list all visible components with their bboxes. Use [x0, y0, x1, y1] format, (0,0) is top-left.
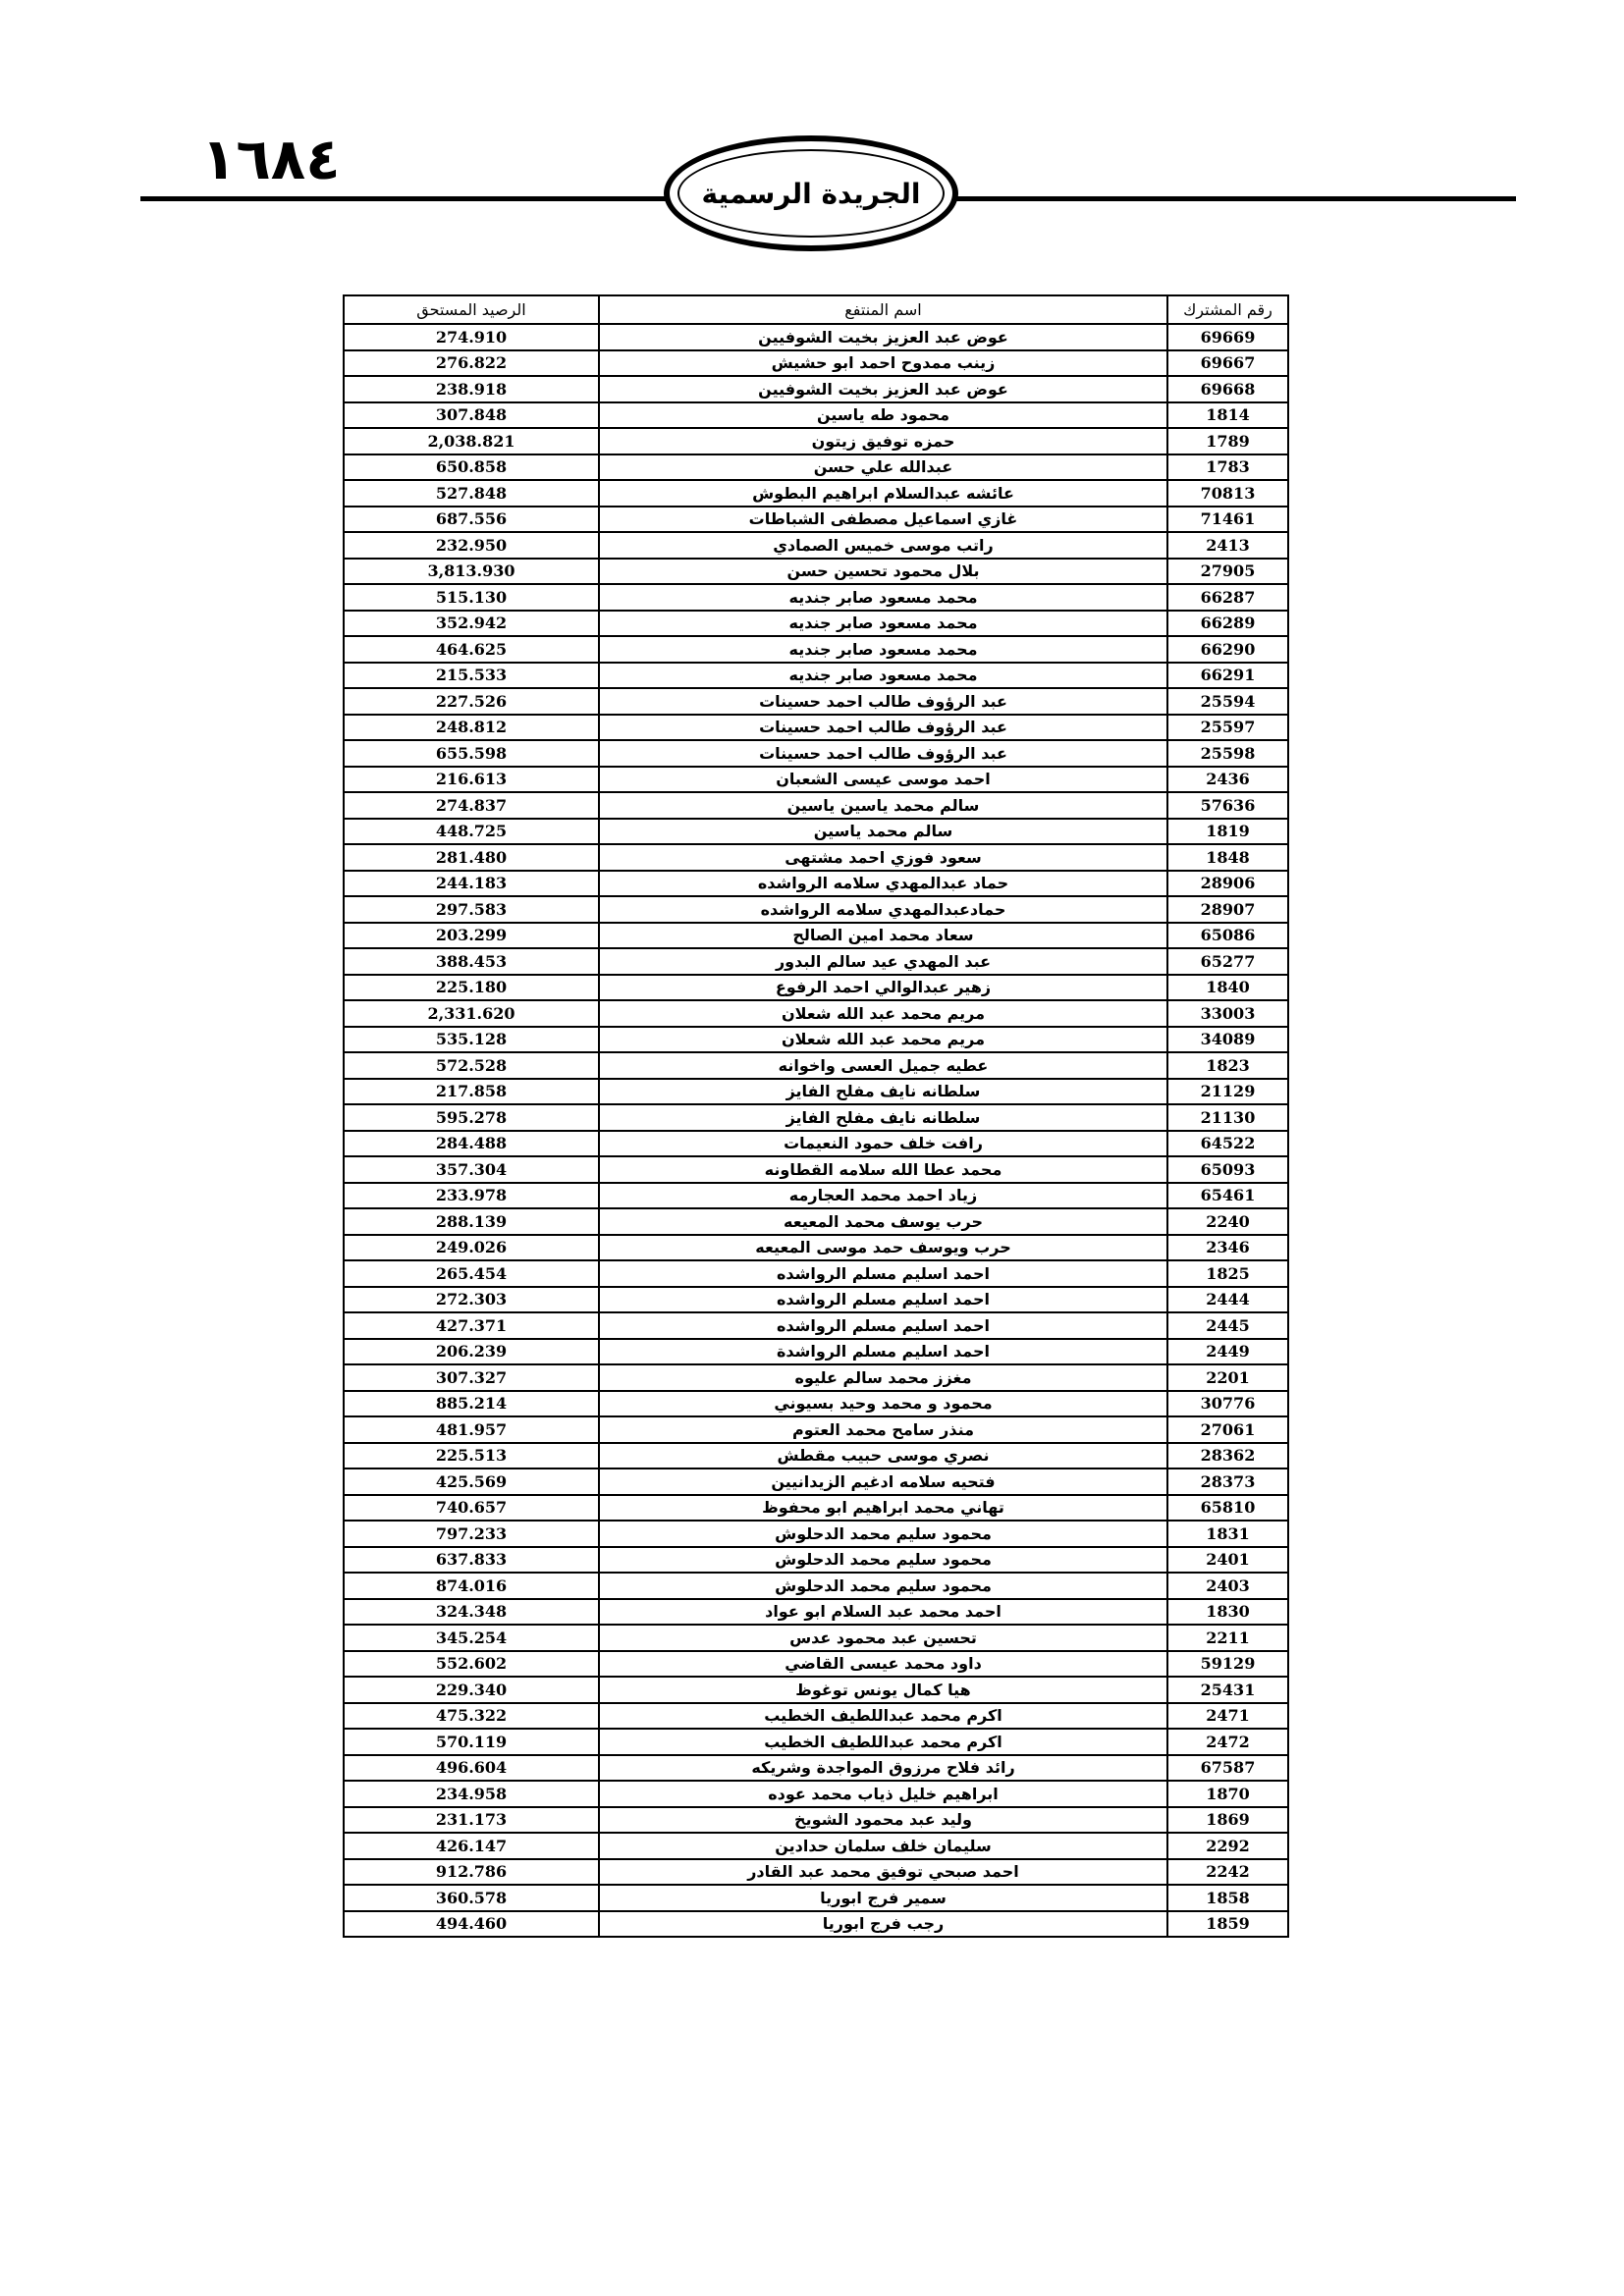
balance-due-cell: 274.837 — [344, 792, 599, 819]
beneficiary-name-cell: احمد موسى عيسى الشعبان — [599, 767, 1167, 793]
table-row — [344, 1287, 1288, 1313]
table-row — [344, 507, 1288, 533]
subscriber-number-cell: 2471 — [1167, 1703, 1288, 1730]
header-title: الجريدة الرسمية — [701, 177, 921, 210]
subscriber-number-cell: 65461 — [1167, 1183, 1288, 1209]
subscriber-number-cell: 2346 — [1167, 1235, 1288, 1261]
table-row — [344, 1416, 1288, 1443]
subscriber-number-cell: 1858 — [1167, 1885, 1288, 1911]
table-row — [344, 1000, 1288, 1027]
table-row — [344, 844, 1288, 871]
subscriber-number-cell: 1819 — [1167, 819, 1288, 845]
balance-due-cell: 244.183 — [344, 871, 599, 897]
beneficiary-name-cell: عطيه جميل العسى واخوانه — [599, 1052, 1167, 1079]
table-row — [344, 402, 1288, 429]
subscriber-number-cell: 59129 — [1167, 1651, 1288, 1678]
subscriber-number-cell: 28906 — [1167, 871, 1288, 897]
balance-due-cell: 496.604 — [344, 1755, 599, 1782]
table-row — [344, 611, 1288, 637]
table-row — [344, 1651, 1288, 1678]
table-row — [344, 819, 1288, 845]
balance-due-cell: 885.214 — [344, 1391, 599, 1417]
balance-due-cell: 225.180 — [344, 975, 599, 1001]
balance-due-cell: 281.480 — [344, 844, 599, 871]
subscriber-number-cell: 66289 — [1167, 611, 1288, 637]
subscriber-number-cell: 66291 — [1167, 663, 1288, 689]
balance-due-cell: 650.858 — [344, 454, 599, 481]
table-row — [344, 767, 1288, 793]
balance-due-cell: 265.454 — [344, 1260, 599, 1287]
subscriber-number-cell: 1870 — [1167, 1781, 1288, 1807]
balance-due-cell: 797.233 — [344, 1521, 599, 1547]
beneficiary-name-cell: سلطانه نايف مفلح الفايز — [599, 1079, 1167, 1105]
balance-due-cell: 515.130 — [344, 584, 599, 611]
beneficiary-name-cell: ابراهيم خليل ذياب محمد عوده — [599, 1781, 1167, 1807]
subscriber-number-cell: 1789 — [1167, 428, 1288, 454]
subscriber-number-cell: 65277 — [1167, 948, 1288, 975]
balance-due-cell: 352.942 — [344, 611, 599, 637]
beneficiary-name-cell: مغزز محمد سالم عليوه — [599, 1364, 1167, 1391]
balance-due-cell: 345.254 — [344, 1625, 599, 1651]
table-header-row — [344, 295, 1288, 324]
subscriber-number-cell: 28362 — [1167, 1443, 1288, 1469]
beneficiary-name-cell: سالم محمد ياسين — [599, 819, 1167, 845]
table-row — [344, 1131, 1288, 1157]
subscriber-number-cell: 1814 — [1167, 402, 1288, 429]
balance-due-cell: 595.278 — [344, 1104, 599, 1131]
balance-due-cell: 874.016 — [344, 1573, 599, 1599]
table-row — [344, 1156, 1288, 1183]
balance-due-cell: 307.327 — [344, 1364, 599, 1391]
subscriber-number-cell: 25597 — [1167, 715, 1288, 741]
table-row — [344, 975, 1288, 1001]
beneficiary-name-cell: سعود فوزي احمد مشتهى — [599, 844, 1167, 871]
balance-due-cell: 288.139 — [344, 1208, 599, 1235]
subscriber-number-cell: 1869 — [1167, 1807, 1288, 1834]
beneficiary-name-cell: محمد مسعود صابر جنديه — [599, 584, 1167, 611]
beneficiary-name-cell: محمود سليم محمد الدحلوش — [599, 1547, 1167, 1574]
subscriber-number-cell: 2436 — [1167, 767, 1288, 793]
beneficiary-name-cell: احمد اسليم مسلم الرواشده — [599, 1312, 1167, 1339]
beneficiary-name-cell: حرب ويوسف حمد موسى المعيعه — [599, 1235, 1167, 1261]
balance-due-cell: 912.786 — [344, 1859, 599, 1886]
balance-due-cell: 687.556 — [344, 507, 599, 533]
table-row — [344, 350, 1288, 377]
beneficiary-name-cell: غازي اسماعيل مصطفى الشباطات — [599, 507, 1167, 533]
beneficiary-name-cell: زياد احمد محمد العجارمه — [599, 1183, 1167, 1209]
table-row — [344, 1104, 1288, 1131]
balance-due-cell: 3,813.930 — [344, 559, 599, 585]
balance-due-cell: 570.119 — [344, 1729, 599, 1755]
balance-due-cell: 426.147 — [344, 1833, 599, 1859]
beneficiary-name-cell: عوض عبد العزيز بخيت الشوفيين — [599, 376, 1167, 402]
table-row — [344, 454, 1288, 481]
balance-due-cell: 217.858 — [344, 1079, 599, 1105]
beneficiary-name-cell: احمد اسليم مسلم الرواشده — [599, 1287, 1167, 1313]
beneficiary-name-cell: نصري موسى حبيب مقطش — [599, 1443, 1167, 1469]
subscriber-number-cell: 65086 — [1167, 923, 1288, 949]
table-row — [344, 324, 1288, 350]
subscriber-number-cell: 2240 — [1167, 1208, 1288, 1235]
page-number: ١٦٨٤ — [201, 126, 341, 192]
balance-due-cell: 229.340 — [344, 1677, 599, 1703]
balance-due-cell: 233.978 — [344, 1183, 599, 1209]
table-header — [344, 295, 1288, 324]
beneficiary-name-cell: محمود و محمد وحيد بسيوني — [599, 1391, 1167, 1417]
balance-due-cell: 227.526 — [344, 688, 599, 715]
balance-due-cell: 234.958 — [344, 1781, 599, 1807]
balance-due-cell: 238.918 — [344, 376, 599, 402]
subscriber-number-cell: 57636 — [1167, 792, 1288, 819]
beneficiary-name-cell: محمد مسعود صابر جنديه — [599, 611, 1167, 637]
subscriber-number-cell: 70813 — [1167, 480, 1288, 507]
beneficiary-name-cell: عبد الرؤوف طالب احمد حسينات — [599, 715, 1167, 741]
balance-due-cell: 324.348 — [344, 1599, 599, 1626]
balance-due-cell: 231.173 — [344, 1807, 599, 1834]
subscriber-number-cell: 65810 — [1167, 1495, 1288, 1522]
table-row — [344, 480, 1288, 507]
beneficiary-name-cell: احمد محمد عبد السلام ابو عواد — [599, 1599, 1167, 1626]
balance-due-cell: 225.513 — [344, 1443, 599, 1469]
table-row — [344, 715, 1288, 741]
beneficiary-name-cell: احمد اسليم مسلم الرواشدة — [599, 1339, 1167, 1365]
table-row — [344, 428, 1288, 454]
subscriber-number-cell: 1831 — [1167, 1521, 1288, 1547]
subscriber-number-cell: 2449 — [1167, 1339, 1288, 1365]
table-row — [344, 376, 1288, 402]
balance-due-cell: 248.812 — [344, 715, 599, 741]
balance-due-cell: 475.322 — [344, 1703, 599, 1730]
beneficiary-name-cell: حمزه توفيق زيتون — [599, 428, 1167, 454]
table-row — [344, 1391, 1288, 1417]
balance-due-cell: 572.528 — [344, 1052, 599, 1079]
balance-due-cell: 740.657 — [344, 1495, 599, 1522]
table-row — [344, 532, 1288, 559]
beneficiary-name-cell: حرب يوسف محمد المعيعه — [599, 1208, 1167, 1235]
beneficiary-name-cell: محمد عطا الله سلامه القطاونه — [599, 1156, 1167, 1183]
subscriber-number-cell: 67587 — [1167, 1755, 1288, 1782]
table-row — [344, 1312, 1288, 1339]
beneficiary-name-cell: مريم محمد عبد الله شعلان — [599, 1000, 1167, 1027]
table-row — [344, 1364, 1288, 1391]
table-row — [344, 1027, 1288, 1053]
subscriber-number-cell: 28907 — [1167, 896, 1288, 923]
beneficiary-name-cell: سالم محمد ياسين ياسين — [599, 792, 1167, 819]
balance-due-cell: 249.026 — [344, 1235, 599, 1261]
table-row — [344, 1183, 1288, 1209]
subscriber-number-cell: 65093 — [1167, 1156, 1288, 1183]
column-header-beneficiary-name: اسم المنتفع — [599, 295, 1167, 324]
subscriber-number-cell: 1783 — [1167, 454, 1288, 481]
subscriber-number-cell: 2445 — [1167, 1312, 1288, 1339]
beneficiary-name-cell: رائد فلاح مرزوق المواجدة وشريكه — [599, 1755, 1167, 1782]
balance-due-cell: 494.460 — [344, 1911, 599, 1938]
subscriber-number-cell: 25594 — [1167, 688, 1288, 715]
beneficiary-name-cell: سمير فرج ابوريا — [599, 1885, 1167, 1911]
table-row — [344, 1573, 1288, 1599]
beneficiary-name-cell: عوض عبد العزيز بخيت الشوفيين — [599, 324, 1167, 350]
balance-due-cell: 284.488 — [344, 1131, 599, 1157]
subscriber-number-cell: 1848 — [1167, 844, 1288, 871]
table-row — [344, 1729, 1288, 1755]
balance-due-cell: 274.910 — [344, 324, 599, 350]
subscriber-number-cell: 34089 — [1167, 1027, 1288, 1053]
beneficiary-name-cell: محمود سليم محمد الدحلوش — [599, 1521, 1167, 1547]
beneficiary-name-cell: حمادعبدالمهدي سلامه الرواشده — [599, 896, 1167, 923]
beneficiary-name-cell: عبد الرؤوف طالب احمد حسينات — [599, 688, 1167, 715]
balance-due-cell: 425.569 — [344, 1468, 599, 1495]
subscriber-number-cell: 1825 — [1167, 1260, 1288, 1287]
column-header-balance-due: الرصيد المستحق — [344, 295, 599, 324]
balance-due-cell: 216.613 — [344, 767, 599, 793]
table-row — [344, 1833, 1288, 1859]
table-row — [344, 1703, 1288, 1730]
beneficiary-name-cell: سليمان خلف سلمان حدادين — [599, 1833, 1167, 1859]
table-row — [344, 1495, 1288, 1522]
beneficiary-table — [343, 294, 1289, 1938]
table-row — [344, 792, 1288, 819]
subscriber-number-cell: 33003 — [1167, 1000, 1288, 1027]
beneficiary-name-cell: محمد مسعود صابر جنديه — [599, 663, 1167, 689]
beneficiary-name-cell: اكرم محمد عبداللطيف الخطيب — [599, 1703, 1167, 1730]
beneficiary-name-cell: عبد المهدي عيد سالم البدور — [599, 948, 1167, 975]
table-row — [344, 1781, 1288, 1807]
beneficiary-name-cell: هيا كمال يونس توغوظ — [599, 1677, 1167, 1703]
beneficiary-name-cell: زينب ممدوح احمد ابو حشيش — [599, 350, 1167, 377]
subscriber-number-cell: 25431 — [1167, 1677, 1288, 1703]
subscriber-number-cell: 66287 — [1167, 584, 1288, 611]
subscriber-number-cell: 28373 — [1167, 1468, 1288, 1495]
subscriber-number-cell: 2211 — [1167, 1625, 1288, 1651]
balance-due-cell: 637.833 — [344, 1547, 599, 1574]
table-row — [344, 1339, 1288, 1365]
table-body — [344, 324, 1288, 1937]
subscriber-number-cell: 69668 — [1167, 376, 1288, 402]
balance-due-cell: 655.598 — [344, 740, 599, 767]
balance-due-cell: 272.303 — [344, 1287, 599, 1313]
beneficiary-name-cell: رجب فرج ابوريا — [599, 1911, 1167, 1938]
subscriber-number-cell: 2444 — [1167, 1287, 1288, 1313]
beneficiary-name-cell: وليد عبد محمود الشويخ — [599, 1807, 1167, 1834]
subscriber-number-cell: 69667 — [1167, 350, 1288, 377]
balance-due-cell: 203.299 — [344, 923, 599, 949]
subscriber-number-cell: 21130 — [1167, 1104, 1288, 1131]
subscriber-number-cell: 1830 — [1167, 1599, 1288, 1626]
beneficiary-name-cell: حماد عبدالمهدي سلامه الرواشده — [599, 871, 1167, 897]
table-row — [344, 948, 1288, 975]
table-row — [344, 1547, 1288, 1574]
table-row — [344, 1079, 1288, 1105]
table-row — [344, 1235, 1288, 1261]
subscriber-number-cell: 21129 — [1167, 1079, 1288, 1105]
beneficiary-name-cell: عائشه عبدالسلام ابراهيم البطوش — [599, 480, 1167, 507]
table-row — [344, 1260, 1288, 1287]
balance-due-cell: 2,331.620 — [344, 1000, 599, 1027]
table-row — [344, 688, 1288, 715]
subscriber-number-cell: 27061 — [1167, 1416, 1288, 1443]
table-row — [344, 1052, 1288, 1079]
table-row — [344, 1755, 1288, 1782]
balance-due-cell: 215.533 — [344, 663, 599, 689]
table-row — [344, 1911, 1288, 1938]
subscriber-number-cell: 2292 — [1167, 1833, 1288, 1859]
table-row — [344, 923, 1288, 949]
subscriber-number-cell: 2413 — [1167, 532, 1288, 559]
beneficiary-name-cell: تحسين عبد محمود عدس — [599, 1625, 1167, 1651]
beneficiary-name-cell: عبد الرؤوف طالب احمد حسينات — [599, 740, 1167, 767]
beneficiary-name-cell: بلال محمود تحسين حسن — [599, 559, 1167, 585]
beneficiary-name-cell: احمد اسليم مسلم الرواشده — [599, 1260, 1167, 1287]
subscriber-number-cell: 2403 — [1167, 1573, 1288, 1599]
subscriber-number-cell: 30776 — [1167, 1391, 1288, 1417]
subscriber-number-cell: 71461 — [1167, 507, 1288, 533]
table-row — [344, 1885, 1288, 1911]
table-row — [344, 1859, 1288, 1886]
balance-due-cell: 232.950 — [344, 532, 599, 559]
balance-due-cell: 527.848 — [344, 480, 599, 507]
beneficiary-name-cell: فتحيه سلامه ادغيم الزيدانيين — [599, 1468, 1167, 1495]
subscriber-number-cell: 69669 — [1167, 324, 1288, 350]
balance-due-cell: 427.371 — [344, 1312, 599, 1339]
table-row — [344, 636, 1288, 663]
beneficiary-name-cell: محمود طه ياسين — [599, 402, 1167, 429]
beneficiary-name-cell: عبدالله علي حسن — [599, 454, 1167, 481]
balance-due-cell: 552.602 — [344, 1651, 599, 1678]
table-row — [344, 871, 1288, 897]
beneficiary-name-cell: تهاني محمد ابراهيم ابو محفوظ — [599, 1495, 1167, 1522]
beneficiary-name-cell: سعاد محمد امين الصالح — [599, 923, 1167, 949]
subscriber-number-cell: 66290 — [1167, 636, 1288, 663]
subscriber-number-cell: 2401 — [1167, 1547, 1288, 1574]
beneficiary-name-cell: اكرم محمد عبداللطيف الخطيب — [599, 1729, 1167, 1755]
table-row — [344, 559, 1288, 585]
table-row — [344, 740, 1288, 767]
beneficiary-name-cell: محمود سليم محمد الدحلوش — [599, 1573, 1167, 1599]
subscriber-number-cell: 2242 — [1167, 1859, 1288, 1886]
balance-due-cell: 357.304 — [344, 1156, 599, 1183]
beneficiary-name-cell: داود محمد عيسى القاضي — [599, 1651, 1167, 1678]
balance-due-cell: 2,038.821 — [344, 428, 599, 454]
beneficiary-name-cell: راتب موسى خميس الصمادي — [599, 532, 1167, 559]
balance-due-cell: 360.578 — [344, 1885, 599, 1911]
balance-due-cell: 388.453 — [344, 948, 599, 975]
beneficiary-name-cell: احمد صبحي توفيق محمد عبد القادر — [599, 1859, 1167, 1886]
balance-due-cell: 307.848 — [344, 402, 599, 429]
table-row — [344, 1521, 1288, 1547]
table-row — [344, 896, 1288, 923]
subscriber-number-cell: 27905 — [1167, 559, 1288, 585]
subscriber-number-cell: 1859 — [1167, 1911, 1288, 1938]
beneficiary-name-cell: زهير عبدالوالي احمد الرفوع — [599, 975, 1167, 1001]
beneficiary-name-cell: مريم محمد عبد الله شعلان — [599, 1027, 1167, 1053]
table-row — [344, 1807, 1288, 1834]
balance-due-cell: 206.239 — [344, 1339, 599, 1365]
table-row — [344, 1677, 1288, 1703]
table-row — [344, 1625, 1288, 1651]
balance-due-cell: 535.128 — [344, 1027, 599, 1053]
table-row — [344, 584, 1288, 611]
subscriber-number-cell: 25598 — [1167, 740, 1288, 767]
beneficiary-name-cell: سلطانه نايف مفلح الفايز — [599, 1104, 1167, 1131]
balance-due-cell: 464.625 — [344, 636, 599, 663]
table-row — [344, 1468, 1288, 1495]
balance-due-cell: 481.957 — [344, 1416, 599, 1443]
table-row — [344, 1208, 1288, 1235]
header-title-frame — [664, 135, 958, 251]
subscriber-number-cell: 1840 — [1167, 975, 1288, 1001]
table-row — [344, 1443, 1288, 1469]
subscriber-number-cell: 2472 — [1167, 1729, 1288, 1755]
balance-due-cell: 448.725 — [344, 819, 599, 845]
subscriber-number-cell: 2201 — [1167, 1364, 1288, 1391]
table-row — [344, 663, 1288, 689]
column-header-subscriber-number: رقم المشترك — [1167, 295, 1288, 324]
table-row — [344, 1599, 1288, 1626]
beneficiary-name-cell: محمد مسعود صابر جنديه — [599, 636, 1167, 663]
subscriber-number-cell: 1823 — [1167, 1052, 1288, 1079]
beneficiary-name-cell: منذر سامح محمد العتوم — [599, 1416, 1167, 1443]
beneficiary-name-cell: رافت خلف حمود النعيمات — [599, 1131, 1167, 1157]
balance-due-cell: 276.822 — [344, 350, 599, 377]
balance-due-cell: 297.583 — [344, 896, 599, 923]
subscriber-number-cell: 64522 — [1167, 1131, 1288, 1157]
